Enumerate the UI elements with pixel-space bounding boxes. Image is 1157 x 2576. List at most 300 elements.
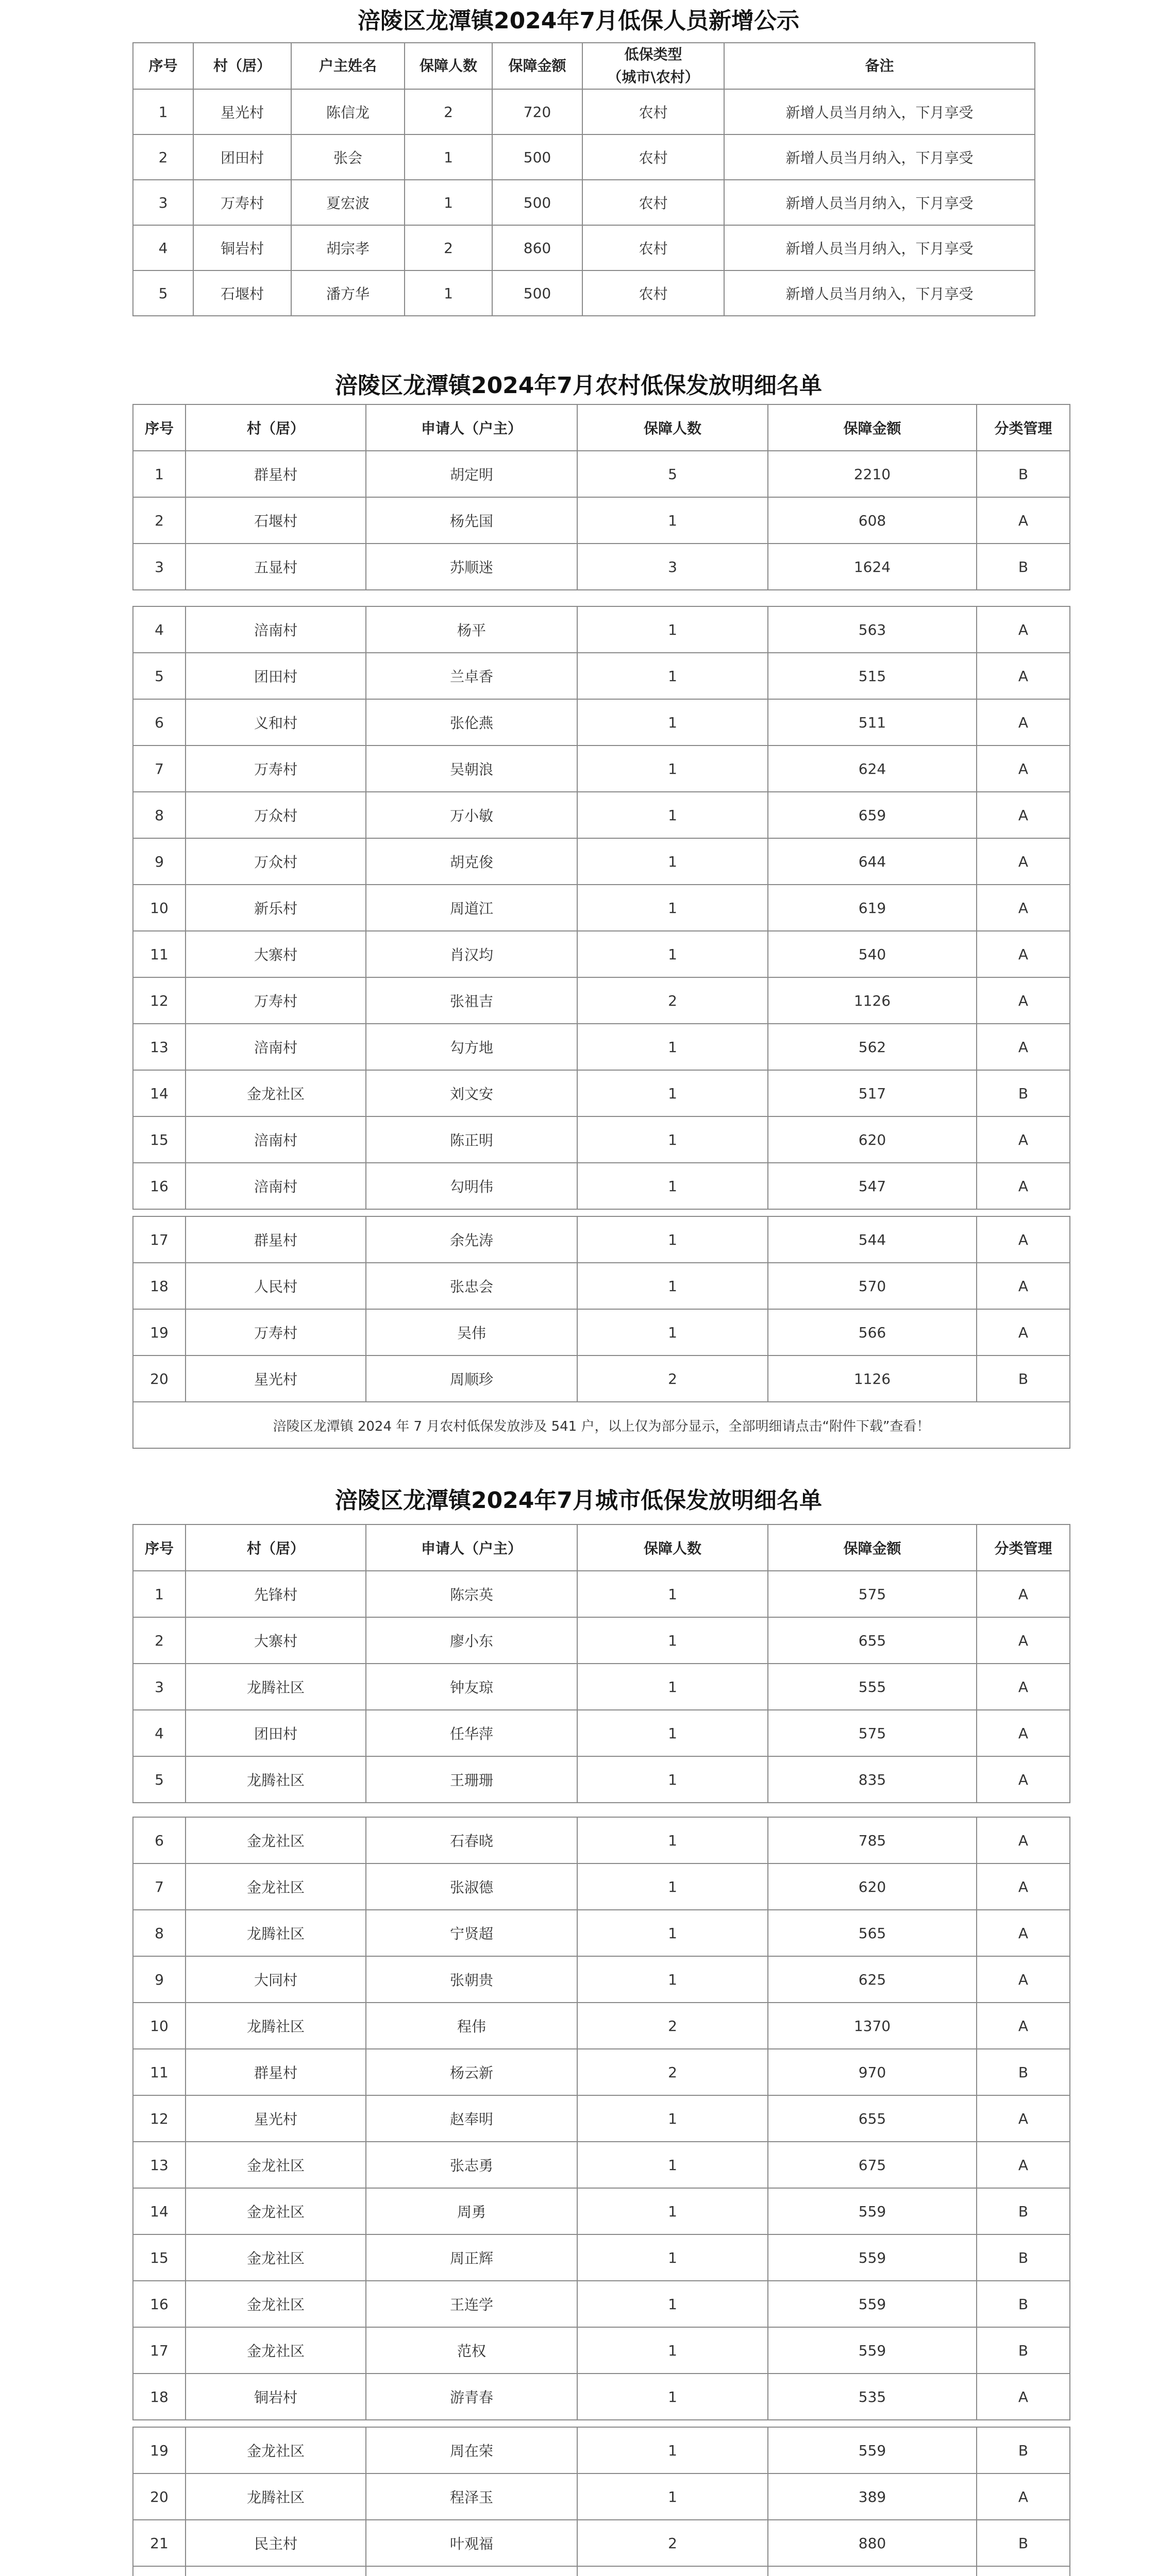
cell-amount: 511 [768, 699, 977, 745]
table-row [133, 2049, 1070, 2095]
cell-index: 10 [133, 885, 186, 931]
cell-people-count: 1 [577, 2374, 768, 2420]
table-row [133, 2566, 1070, 2576]
cell-village: 星光村 [186, 1355, 366, 1402]
cell-village: 涪南村 [186, 1024, 366, 1070]
cell-village: 群星村 [186, 2049, 366, 2095]
table1-header-row [133, 43, 1035, 89]
cell-applicant: 宁贤超 [366, 1910, 577, 1956]
cell-index: 12 [133, 2095, 186, 2142]
cell-index: 14 [133, 2188, 186, 2234]
cell-category: A [977, 2473, 1070, 2520]
table-row [133, 977, 1070, 1024]
cell-applicant: 赵奉明 [366, 2095, 577, 2142]
cell-people-count: 1 [577, 653, 768, 699]
cell-village: 新乐村 [186, 885, 366, 931]
table-row [133, 1863, 1070, 1910]
cell-amount: 500 [492, 270, 582, 316]
cell-index: 9 [133, 838, 186, 885]
cell-applicant: 周顺珍 [366, 1355, 577, 1402]
table2-block-3 [132, 1216, 1070, 1449]
cell-amount: 608 [768, 497, 977, 544]
cell-village: 万寿村 [186, 745, 366, 792]
cell-people-count: 1 [577, 1617, 768, 1664]
cell-people-count: 1 [577, 1024, 768, 1070]
cell-applicant: 程泽玉 [366, 2473, 577, 2520]
table-row [133, 1710, 1070, 1756]
cell-remark: 新增人员当月纳入，下月享受 [724, 180, 1035, 225]
header-village: 村（居） [193, 43, 291, 89]
table-row [133, 606, 1070, 653]
cell-index: 12 [133, 977, 186, 1024]
cell-index: 3 [133, 180, 193, 225]
cell-people-count: 1 [577, 1070, 768, 1116]
table-row [133, 745, 1070, 792]
cell-applicant: 叶观福 [366, 2520, 577, 2566]
table-row [133, 89, 1035, 134]
cell-category: A [977, 699, 1070, 745]
cell-applicant: 王连学 [366, 2281, 577, 2327]
cell-amount [768, 2566, 977, 2576]
cell-amount: 835 [768, 1756, 977, 1803]
cell-category: A [977, 792, 1070, 838]
cell-amount: 566 [768, 1309, 977, 1355]
cell-amount: 547 [768, 1163, 977, 1209]
cell-category: A [977, 606, 1070, 653]
cell-category: B [977, 2327, 1070, 2374]
cell-index: 2 [133, 134, 193, 180]
cell-village: 涪南村 [186, 1116, 366, 1163]
table-row [133, 180, 1035, 225]
cell-index: 9 [133, 1956, 186, 2003]
cell-people-count: 1 [577, 2281, 768, 2327]
cell-amount: 1126 [768, 1355, 977, 1402]
table-row [133, 544, 1070, 590]
cell-category: A [977, 2374, 1070, 2420]
cell-index: 20 [133, 1355, 186, 1402]
cell-village: 先锋村 [186, 1571, 366, 1617]
table3-block-1 [132, 1524, 1070, 1803]
cell-people-count: 1 [577, 745, 768, 792]
cell-village: 金龙社区 [186, 1863, 366, 1910]
cell-amount: 655 [768, 2095, 977, 2142]
cell-people-count: 1 [577, 2473, 768, 2520]
cell-category: A [977, 1910, 1070, 1956]
cell-people-count: 5 [577, 451, 768, 497]
table-row [133, 2234, 1070, 2281]
table-row [133, 792, 1070, 838]
table-row [133, 2142, 1070, 2188]
cell-applicant: 张朝贵 [366, 1956, 577, 2003]
cell-people-count: 1 [405, 180, 492, 225]
cell-applicant: 勾明伟 [366, 1163, 577, 1209]
cell-village: 民主村 [186, 2520, 366, 2566]
cell-type: 农村 [582, 89, 724, 134]
cell-amount: 389 [768, 2473, 977, 2520]
cell-people-count: 2 [405, 225, 492, 270]
cell-amount: 570 [768, 1263, 977, 1309]
cell-people-count: 2 [577, 2049, 768, 2095]
cell-category: B [977, 1070, 1070, 1116]
cell-village: 龙腾社区 [186, 2003, 366, 2049]
cell-amount: 517 [768, 1070, 977, 1116]
cell-applicant: 吴伟 [366, 1309, 577, 1355]
cell-applicant [366, 2566, 577, 2576]
cell-category: A [977, 653, 1070, 699]
cell-village: 团田村 [186, 1710, 366, 1756]
table3-block-3 [132, 2427, 1070, 2576]
cell-index: 11 [133, 2049, 186, 2095]
cell-type: 农村 [582, 134, 724, 180]
header-index: 序号 [133, 1524, 186, 1571]
cell-people-count: 1 [577, 1863, 768, 1910]
cell-village: 万寿村 [193, 180, 291, 225]
cell-people-count: 2 [405, 89, 492, 134]
cell-amount: 655 [768, 1617, 977, 1664]
cell-village: 大寨村 [186, 931, 366, 977]
cell-category: B [977, 2427, 1070, 2473]
cell-applicant: 周在荣 [366, 2427, 577, 2473]
table-row [133, 270, 1035, 316]
cell-village: 大同村 [186, 1956, 366, 2003]
cell-village: 星光村 [193, 89, 291, 134]
cell-applicant: 程伟 [366, 2003, 577, 2049]
cell-type: 农村 [582, 225, 724, 270]
cell-category: A [977, 1817, 1070, 1863]
table-row [133, 2281, 1070, 2327]
cell-people-count: 1 [577, 2427, 768, 2473]
cell-people-count: 2 [577, 977, 768, 1024]
cell-people-count: 1 [577, 1163, 768, 1209]
cell-index: 7 [133, 745, 186, 792]
cell-applicant: 张伦燕 [366, 699, 577, 745]
cell-index: 19 [133, 2427, 186, 2473]
table-row [133, 1116, 1070, 1163]
cell-village: 义和村 [186, 699, 366, 745]
cell-index: 16 [133, 2281, 186, 2327]
cell-amount: 720 [492, 89, 582, 134]
cell-village: 涪南村 [186, 1163, 366, 1209]
cell-people-count: 1 [577, 1956, 768, 2003]
cell-index: 18 [133, 1263, 186, 1309]
table-row [133, 2520, 1070, 2566]
cell-village: 人民村 [186, 1263, 366, 1309]
cell-amount: 540 [768, 931, 977, 977]
cell-householder: 张会 [291, 134, 405, 180]
cell-category: A [977, 1163, 1070, 1209]
cell-people-count: 1 [577, 2095, 768, 2142]
header-village: 村（居） [186, 404, 366, 451]
cell-people-count [577, 2566, 768, 2576]
cell-index: 11 [133, 931, 186, 977]
table-row [133, 1617, 1070, 1664]
table3-block-2 [132, 1817, 1070, 2420]
table-row [133, 1070, 1070, 1116]
cell-people-count: 1 [577, 1910, 768, 1956]
cell-index: 5 [133, 1756, 186, 1803]
table2-title: 涪陵区龙潭镇2024年7月农村低保发放明细名单 [334, 372, 823, 399]
cell-category: B [977, 1355, 1070, 1402]
cell-people-count: 1 [577, 2142, 768, 2188]
cell-people-count: 1 [577, 1664, 768, 1710]
cell-people-count: 1 [577, 885, 768, 931]
cell-amount: 860 [492, 225, 582, 270]
cell-index: 4 [133, 225, 193, 270]
cell-category: A [977, 1710, 1070, 1756]
cell-village: 万众村 [186, 838, 366, 885]
cell-applicant: 兰卓香 [366, 653, 577, 699]
cell-amount: 563 [768, 606, 977, 653]
cell-applicant: 吴朝浪 [366, 745, 577, 792]
cell-village: 金龙社区 [186, 2327, 366, 2374]
cell-amount: 1624 [768, 544, 977, 590]
cell-index: 6 [133, 699, 186, 745]
table-row [133, 1309, 1070, 1355]
table-row [133, 2327, 1070, 2374]
cell-applicant: 钟友琼 [366, 1664, 577, 1710]
cell-index: 5 [133, 653, 186, 699]
table3-title: 涪陵区龙潭镇2024年7月城市低保发放明细名单 [334, 1487, 823, 1514]
cell-amount: 555 [768, 1664, 977, 1710]
cell-category: A [977, 497, 1070, 544]
cell-index: 19 [133, 1309, 186, 1355]
cell-applicant: 王珊珊 [366, 1756, 577, 1803]
cell-amount: 559 [768, 2327, 977, 2374]
cell-category: B [977, 2234, 1070, 2281]
new-recipients-table [132, 42, 1035, 316]
cell-people-count: 1 [577, 2234, 768, 2281]
cell-applicant: 胡克俊 [366, 838, 577, 885]
cell-remark: 新增人员当月纳入，下月享受 [724, 225, 1035, 270]
cell-village: 星光村 [186, 2095, 366, 2142]
cell-amount: 970 [768, 2049, 977, 2095]
table-row [133, 2427, 1070, 2473]
cell-index: 1 [133, 451, 186, 497]
cell-people-count: 1 [577, 1756, 768, 1803]
cell-applicant: 张淑德 [366, 1863, 577, 1910]
table-row [133, 885, 1070, 931]
cell-applicant: 杨云新 [366, 2049, 577, 2095]
cell-village: 龙腾社区 [186, 1756, 366, 1803]
cell-applicant: 任华萍 [366, 1710, 577, 1756]
cell-householder: 潘方华 [291, 270, 405, 316]
table-row [133, 2095, 1070, 2142]
cell-village: 金龙社区 [186, 2188, 366, 2234]
cell-amount: 559 [768, 2427, 977, 2473]
cell-applicant: 刘文安 [366, 1070, 577, 1116]
cell-village: 团田村 [193, 134, 291, 180]
table-row [133, 1756, 1070, 1803]
cell-amount: 575 [768, 1571, 977, 1617]
cell-people-count: 1 [577, 838, 768, 885]
cell-category: A [977, 1571, 1070, 1617]
cell-index [133, 2566, 186, 2576]
table-row [133, 1024, 1070, 1070]
cell-people-count: 1 [405, 134, 492, 180]
cell-applicant: 陈正明 [366, 1116, 577, 1163]
cell-category: A [977, 2095, 1070, 2142]
cell-index: 2 [133, 1617, 186, 1664]
cell-category: A [977, 1664, 1070, 1710]
table-row [133, 1163, 1070, 1209]
cell-amount: 880 [768, 2520, 977, 2566]
table-row [133, 838, 1070, 885]
cell-village: 龙腾社区 [186, 1910, 366, 1956]
header-people-count: 保障人数 [405, 43, 492, 89]
header-type [582, 43, 724, 89]
cell-index: 14 [133, 1070, 186, 1116]
cell-category: B [977, 451, 1070, 497]
header-amount: 保障金额 [492, 43, 582, 89]
cell-applicant: 万小敏 [366, 792, 577, 838]
cell-householder: 夏宏波 [291, 180, 405, 225]
cell-category: A [977, 2142, 1070, 2188]
cell-amount: 624 [768, 745, 977, 792]
header-amount: 保障金额 [768, 404, 977, 451]
cell-index: 16 [133, 1163, 186, 1209]
cell-village: 龙腾社区 [186, 2473, 366, 2520]
cell-applicant: 杨平 [366, 606, 577, 653]
cell-amount: 500 [492, 134, 582, 180]
table2-block-2 [132, 606, 1070, 1210]
cell-applicant: 肖汉均 [366, 931, 577, 977]
table-row [133, 1910, 1070, 1956]
cell-village: 万寿村 [186, 977, 366, 1024]
cell-village: 石堰村 [193, 270, 291, 316]
cell-index: 1 [133, 1571, 186, 1617]
header-amount: 保障金额 [768, 1524, 977, 1571]
cell-index: 18 [133, 2374, 186, 2420]
header-category: 分类管理 [977, 404, 1070, 451]
cell-amount: 619 [768, 885, 977, 931]
cell-index: 4 [133, 606, 186, 653]
table-row [133, 653, 1070, 699]
table-row [133, 2473, 1070, 2520]
cell-index: 10 [133, 2003, 186, 2049]
cell-category: B [977, 2049, 1070, 2095]
cell-applicant: 石春晓 [366, 1817, 577, 1863]
cell-category: A [977, 2003, 1070, 2049]
cell-people-count: 1 [405, 270, 492, 316]
table-row [133, 1263, 1070, 1309]
cell-village: 铜岩村 [186, 2374, 366, 2420]
cell-people-count: 1 [577, 1263, 768, 1309]
cell-remark: 新增人员当月纳入，下月享受 [724, 270, 1035, 316]
table-row [133, 451, 1070, 497]
cell-amount: 575 [768, 1710, 977, 1756]
cell-applicant: 周正辉 [366, 2234, 577, 2281]
table3-header-row [133, 1524, 1070, 1571]
cell-amount: 625 [768, 1956, 977, 2003]
table2-header-row [133, 404, 1070, 451]
cell-village: 群星村 [186, 451, 366, 497]
header-index: 序号 [133, 43, 193, 89]
cell-index: 17 [133, 2327, 186, 2374]
table-row [133, 2188, 1070, 2234]
cell-village: 金龙社区 [186, 1070, 366, 1116]
table-row [133, 699, 1070, 745]
cell-amount: 1126 [768, 977, 977, 1024]
cell-index: 6 [133, 1817, 186, 1863]
header-type-line1: 低保类型 [624, 46, 682, 63]
cell-people-count: 1 [577, 497, 768, 544]
cell-applicant: 张忠会 [366, 1263, 577, 1309]
cell-category: A [977, 838, 1070, 885]
cell-applicant: 胡定明 [366, 451, 577, 497]
table-row [133, 134, 1035, 180]
cell-remark: 新增人员当月纳入，下月享受 [724, 134, 1035, 180]
header-index: 序号 [133, 404, 186, 451]
cell-people-count: 1 [577, 792, 768, 838]
cell-category [977, 2566, 1070, 2576]
cell-village: 团田村 [186, 653, 366, 699]
cell-applicant: 张祖吉 [366, 977, 577, 1024]
cell-village: 涪南村 [186, 606, 366, 653]
cell-index: 17 [133, 1216, 186, 1263]
table-row [133, 1817, 1070, 1863]
cell-applicant: 张志勇 [366, 2142, 577, 2188]
cell-people-count: 3 [577, 544, 768, 590]
cell-index: 3 [133, 1664, 186, 1710]
table-row [133, 1571, 1070, 1617]
header-people-count: 保障人数 [577, 404, 768, 451]
cell-type: 农村 [582, 270, 724, 316]
cell-category: A [977, 1309, 1070, 1355]
cell-category: B [977, 2520, 1070, 2566]
cell-people-count: 1 [577, 2188, 768, 2234]
header-people-count: 保障人数 [577, 1524, 768, 1571]
cell-amount: 620 [768, 1863, 977, 1910]
cell-category: A [977, 1756, 1070, 1803]
table-row [133, 1216, 1070, 1263]
table2-note-row [133, 1402, 1070, 1448]
cell-applicant: 陈宗英 [366, 1571, 577, 1617]
cell-index: 21 [133, 2520, 186, 2566]
cell-village: 万众村 [186, 792, 366, 838]
header-type-line2: （城市\农村） [607, 69, 699, 86]
table-row [133, 225, 1035, 270]
cell-amount: 644 [768, 838, 977, 885]
cell-category: A [977, 745, 1070, 792]
cell-amount: 515 [768, 653, 977, 699]
table-row [133, 931, 1070, 977]
cell-index: 4 [133, 1710, 186, 1756]
cell-index: 3 [133, 544, 186, 590]
cell-people-count: 1 [577, 2327, 768, 2374]
cell-category: A [977, 1116, 1070, 1163]
table-row [133, 2374, 1070, 2420]
cell-amount: 500 [492, 180, 582, 225]
cell-amount: 544 [768, 1216, 977, 1263]
cell-category: A [977, 1216, 1070, 1263]
cell-index: 7 [133, 1863, 186, 1910]
cell-village [186, 2566, 366, 2576]
cell-category: A [977, 1956, 1070, 2003]
cell-category: B [977, 2281, 1070, 2327]
cell-amount: 535 [768, 2374, 977, 2420]
cell-index: 13 [133, 2142, 186, 2188]
cell-category: A [977, 1617, 1070, 1664]
cell-amount: 675 [768, 2142, 977, 2188]
cell-people-count: 1 [577, 1710, 768, 1756]
cell-category: A [977, 977, 1070, 1024]
cell-index: 2 [133, 497, 186, 544]
cell-village: 石堰村 [186, 497, 366, 544]
cell-category: A [977, 1263, 1070, 1309]
cell-village: 金龙社区 [186, 1817, 366, 1863]
cell-people-count: 2 [577, 2520, 768, 2566]
cell-category: A [977, 931, 1070, 977]
